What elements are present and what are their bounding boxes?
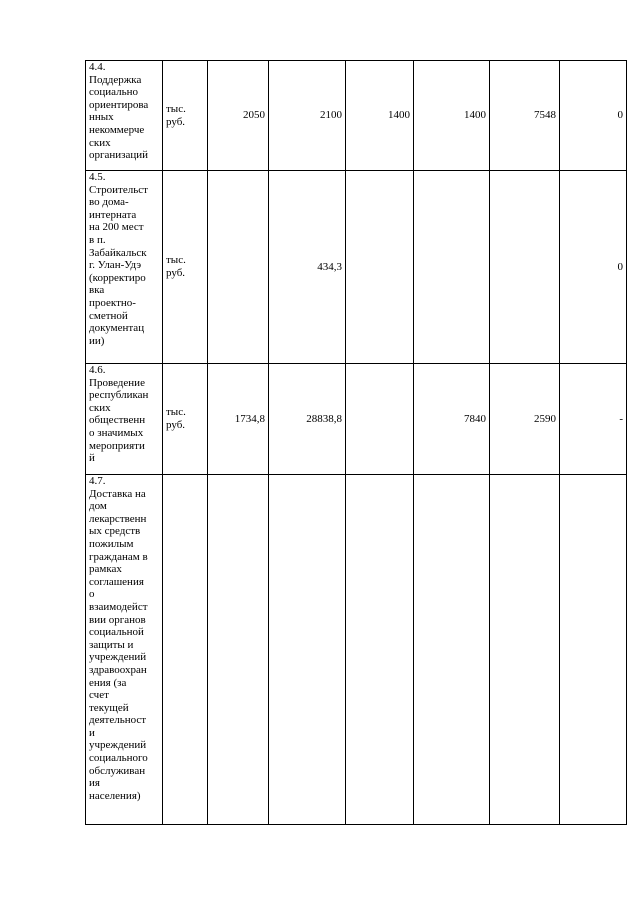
value-cell: 1734,8	[208, 364, 269, 475]
item-name-line: й	[89, 452, 95, 465]
value-cell	[346, 475, 414, 825]
value-cell: 434,3	[269, 171, 346, 364]
item-name-line: гражданам в	[89, 550, 148, 563]
table-row	[86, 171, 627, 364]
item-name-line: (корректиро	[89, 271, 146, 284]
unit-cell	[163, 171, 208, 364]
item-name-line: социальной	[89, 626, 144, 639]
table-row	[86, 61, 627, 171]
item-name-line: 4.6.	[89, 364, 106, 376]
item-name-line: и	[89, 726, 95, 739]
table-row	[86, 364, 627, 475]
unit-line: тыс.	[166, 254, 186, 267]
item-name-line: социального	[89, 752, 148, 765]
item-name-line: интерната	[89, 208, 137, 221]
item-name-line: Доставка на	[89, 487, 146, 500]
item-name-line: учреждений	[89, 651, 147, 664]
item-name-line: организаций	[89, 149, 149, 162]
item-name-line: 4.4.	[89, 61, 106, 73]
item-name-line: мероприяти	[89, 439, 145, 452]
value-cell: 7548	[490, 61, 560, 171]
item-name-line: ских	[89, 136, 111, 149]
value-cell	[208, 171, 269, 364]
value-cell	[560, 475, 627, 825]
item-name-line: ения (за	[89, 676, 127, 689]
value-cell: 28838,8	[269, 364, 346, 475]
item-name-line: текущей	[89, 701, 129, 714]
item-name-line: ориентирова	[89, 98, 149, 111]
value-cell	[346, 171, 414, 364]
value-cell: -	[560, 364, 627, 475]
item-name-line: ия	[89, 777, 100, 790]
item-name-line: населения)	[89, 789, 141, 802]
item-name-line: рамках	[89, 563, 122, 576]
value-cell: 2050	[208, 61, 269, 171]
item-name-line: социально	[89, 86, 139, 99]
value-cell: 0	[560, 61, 627, 171]
unit-line: тыс.	[166, 406, 186, 419]
item-name-line: Строительст	[89, 183, 148, 196]
unit-line: руб.	[166, 267, 186, 279]
item-name-line: во дома-	[89, 196, 129, 209]
item-name-line: о	[89, 588, 95, 601]
item-name-line: на 200 мест	[89, 221, 144, 234]
value-cell: 2100	[269, 61, 346, 171]
item-name-line: сметной	[89, 309, 128, 322]
item-name-line: нных	[89, 111, 114, 124]
item-name-cell	[86, 364, 163, 475]
value-cell: 0	[560, 171, 627, 364]
unit-cell	[163, 475, 208, 825]
program-table	[85, 60, 627, 825]
item-name-line: некоммерче	[89, 123, 145, 136]
unit-cell	[163, 61, 208, 171]
value-cell	[490, 171, 560, 364]
item-name-line: общественн	[89, 414, 146, 427]
item-name-line: ых средств	[89, 525, 141, 538]
value-cell	[346, 364, 414, 475]
value-cell	[490, 475, 560, 825]
item-name-line: соглашения	[89, 575, 144, 588]
item-name-line: учреждений	[89, 739, 147, 752]
unit-line: руб.	[166, 419, 186, 431]
item-name-line: вии органов	[89, 613, 146, 626]
value-cell: 1400	[346, 61, 414, 171]
item-name-cell	[86, 475, 163, 825]
item-name-line: Поддержка	[89, 73, 142, 86]
value-cell: 7840	[414, 364, 490, 475]
value-cell: 2590	[490, 364, 560, 475]
item-name-line: защиты и	[89, 638, 134, 651]
item-name-line: здравоохран	[89, 663, 147, 676]
value-cell	[269, 475, 346, 825]
item-name-line: г. Улан-Удэ	[89, 259, 142, 272]
item-name-line: вка	[89, 284, 105, 297]
item-name-line: ских	[89, 401, 111, 414]
value-cell	[208, 475, 269, 825]
item-name-line: обслуживан	[89, 764, 146, 777]
unit-line: тыс.	[166, 102, 186, 115]
item-name-line: в п.	[89, 233, 106, 246]
unit-cell	[163, 364, 208, 475]
item-name-line: республикан	[89, 389, 149, 402]
item-name-line: лекарственн	[89, 512, 147, 525]
value-cell: 1400	[414, 61, 490, 171]
unit-line: руб.	[166, 115, 186, 128]
item-name-line: дом	[89, 500, 107, 513]
item-name-line: о значимых	[89, 426, 144, 439]
value-cell	[414, 475, 490, 825]
item-name-line: счет	[89, 689, 109, 702]
item-name-line: взаимодейст	[89, 600, 148, 613]
item-name-cell	[86, 61, 163, 171]
item-name-line: деятельност	[89, 714, 147, 727]
item-name-line: проектно-	[89, 296, 136, 309]
value-cell	[414, 171, 490, 364]
item-name-line: ии)	[89, 334, 105, 347]
item-name-line: Забайкальск	[89, 246, 147, 259]
item-name-cell	[86, 171, 163, 364]
item-name-line: документац	[89, 322, 145, 335]
item-name-line: Проведение	[89, 376, 145, 389]
table-row	[86, 475, 627, 825]
item-name-line: 4.7.	[89, 475, 106, 487]
item-name-line: 4.5.	[89, 171, 106, 183]
item-name-line: пожилым	[89, 537, 134, 550]
table-body	[86, 61, 627, 825]
